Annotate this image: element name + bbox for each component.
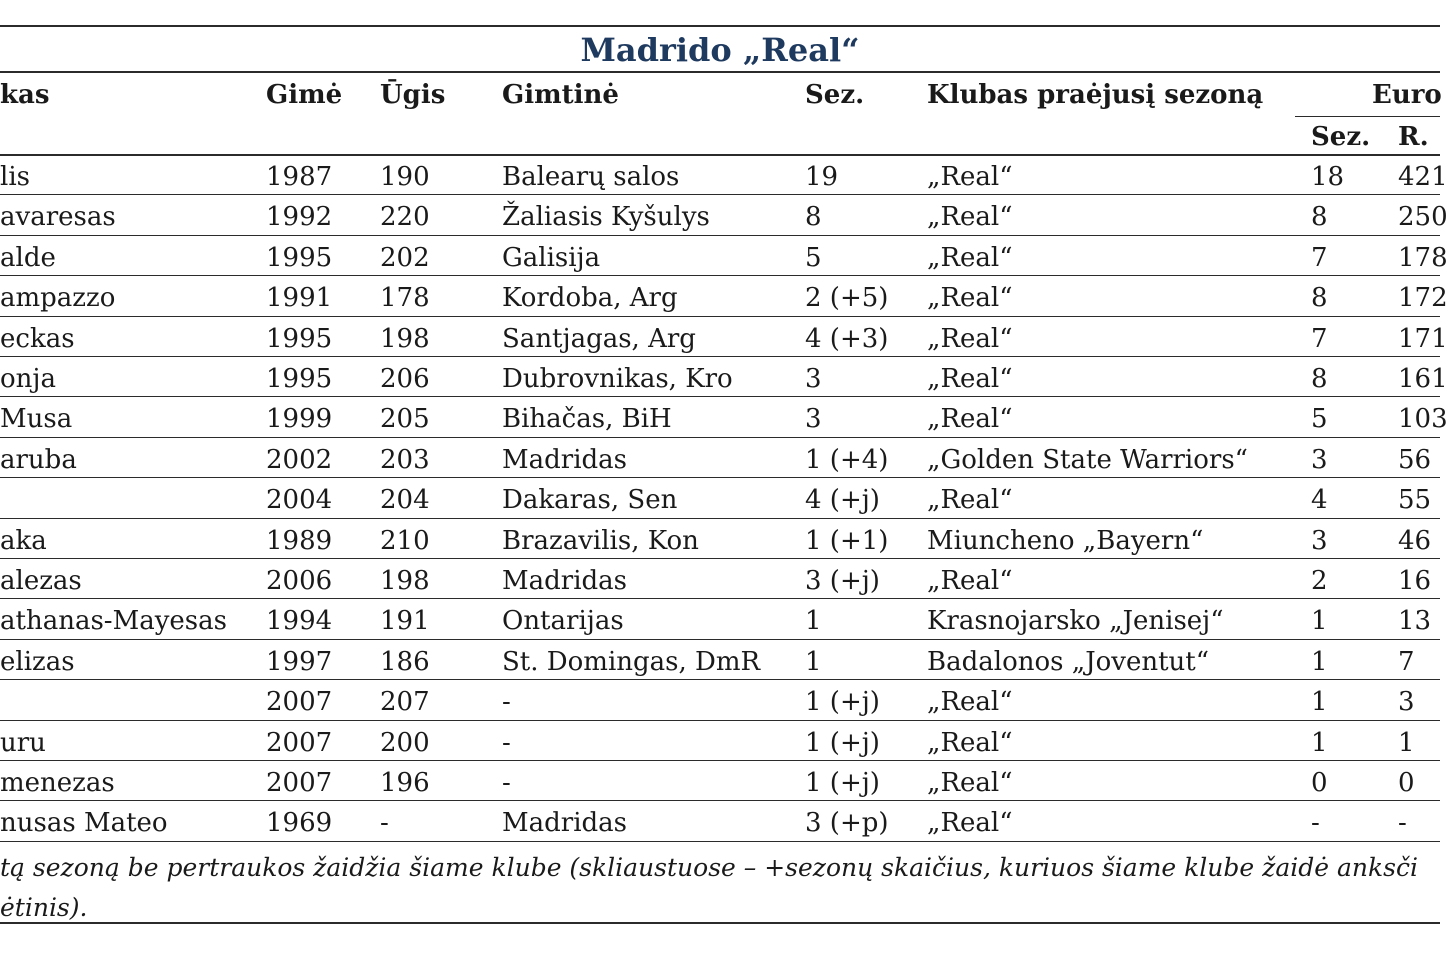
cell-seasons: 1 (+j) [805,687,880,717]
cell-born: 1987 [266,162,333,192]
cell-euro-seasons: 8 [1311,283,1328,313]
cell-euro-seasons: 5 [1311,404,1328,434]
cell-born: 1994 [266,606,333,636]
footnote-line-2: ėtinis). [0,893,88,922]
footnote-line-1: tą sezoną be pertraukos žaidžia šiame klube (skliaustuose – +sezonų skaičius, kuriuos šiame klube žaidė anksči [0,853,1418,882]
cell-hometown: Madridas [502,808,627,838]
cell-hometown: - [502,768,511,798]
cell-height: 190 [380,162,430,192]
cell-hometown: Madridas [502,566,627,596]
cell-euro-games: 171 [1398,324,1448,354]
header-player: kas [0,80,50,110]
table-title: Madrido „Real“ [580,31,860,69]
cell-euro-games: 250 [1398,202,1448,232]
cell-height: 178 [380,283,430,313]
cell-seasons: 4 (+j) [805,485,880,515]
cell-euro-games: 178 [1398,243,1448,273]
cell-euro-seasons: 7 [1311,324,1328,354]
cell-seasons: 3 (+p) [805,808,889,838]
header-prev-club: Klubas praėjusį sezoną [927,80,1264,110]
row-divider [0,518,1440,519]
cell-seasons: 1 (+j) [805,728,880,758]
table-bottom-border [0,922,1440,924]
cell-prev-club: „Real“ [927,808,1013,838]
cell-euro-games: 55 [1398,485,1432,515]
cell-player: ampazzo [0,283,116,313]
cell-born: 1995 [266,364,333,394]
cell-born: 2004 [266,485,333,515]
cell-height: 198 [380,324,430,354]
row-divider [0,194,1440,195]
cell-prev-club: „Real“ [927,768,1013,798]
cell-prev-club: „Real“ [927,687,1013,717]
row-divider [0,639,1440,640]
cell-seasons: 3 [805,404,822,434]
cell-height: - [380,808,389,838]
header-born: Gimė [266,80,343,110]
header-hometown: Gimtinė [502,80,619,110]
header-euro-games: R. [1398,122,1429,152]
row-divider [0,437,1440,438]
cell-euro-games: 161 [1398,364,1448,394]
table-top-border [0,25,1440,27]
cell-euro-seasons: 7 [1311,243,1328,273]
cell-euro-seasons: 1 [1311,728,1328,758]
cell-height: 210 [380,526,430,556]
row-divider [0,679,1440,680]
cell-height: 191 [380,606,430,636]
cell-player: aka [0,526,47,556]
cell-euro-seasons: 4 [1311,485,1328,515]
cell-hometown: Balearų salos [502,162,680,192]
cell-euro-games: 7 [1398,647,1415,677]
cell-born: 1999 [266,404,333,434]
cell-height: 200 [380,728,430,758]
cell-player: alezas [0,566,82,596]
cell-euro-games: 56 [1398,445,1432,475]
cell-seasons: 3 [805,364,822,394]
cell-prev-club: „Real“ [927,283,1013,313]
cell-euro-seasons: 8 [1311,364,1328,394]
cell-seasons: 5 [805,243,822,273]
row-divider [0,841,1440,842]
cell-height: 202 [380,243,430,273]
cell-height: 203 [380,445,430,475]
header-euro-seasons: Sez. [1311,122,1371,152]
cell-prev-club: „Real“ [927,404,1013,434]
cell-seasons: 2 (+5) [805,283,889,313]
cell-prev-club: „Real“ [927,364,1013,394]
cell-height: 220 [380,202,430,232]
cell-euro-seasons: 1 [1311,647,1328,677]
cell-height: 196 [380,768,430,798]
cell-player: athanas-Mayesas [0,606,227,636]
cell-hometown: Madridas [502,445,627,475]
cell-prev-club: „Real“ [927,485,1013,515]
cell-hometown: Bihačas, BiH [502,404,672,434]
row-divider [0,396,1440,397]
cell-euro-seasons: 8 [1311,202,1328,232]
cell-euro-games: 1 [1398,728,1415,758]
cell-hometown: Santjagas, Arg [502,324,696,354]
row-divider [0,235,1440,236]
title-divider [0,71,1440,73]
cell-born: 1995 [266,324,333,354]
cell-seasons: 19 [805,162,839,192]
cell-seasons: 1 (+4) [805,445,889,475]
cell-prev-club: „Real“ [927,202,1013,232]
cell-euro-games: - [1398,808,1407,838]
cell-euro-games: 0 [1398,768,1415,798]
cell-prev-club: Miuncheno „Bayern“ [927,526,1204,556]
cell-born: 2007 [266,768,333,798]
cell-hometown: - [502,728,511,758]
cell-seasons: 4 (+3) [805,324,889,354]
cell-prev-club: „Real“ [927,162,1013,192]
row-divider [0,800,1440,801]
cell-born: 2007 [266,687,333,717]
cell-player: avaresas [0,202,116,232]
cell-player: Musa [0,404,73,434]
header-height: Ūgis [380,80,446,110]
row-divider [0,720,1440,721]
cell-prev-club: Badalonos „Joventut“ [927,647,1210,677]
cell-euro-seasons: 18 [1311,162,1345,192]
cell-player: aruba [0,445,77,475]
cell-euro-seasons: 2 [1311,566,1328,596]
cell-hometown: Kordoba, Arg [502,283,678,313]
cell-player: nusas Mateo [0,808,168,838]
cell-prev-club: „Golden State Warriors“ [927,445,1248,475]
cell-euro-seasons: 1 [1311,687,1328,717]
cell-euro-seasons: 0 [1311,768,1328,798]
cell-euro-games: 46 [1398,526,1432,556]
cell-euro-seasons: 3 [1311,526,1328,556]
cell-euro-games: 3 [1398,687,1415,717]
cell-born: 2007 [266,728,333,758]
cell-hometown: Žaliasis Kyšulys [502,202,710,232]
row-divider [0,275,1440,276]
cell-prev-club: „Real“ [927,324,1013,354]
cell-euro-seasons: 3 [1311,445,1328,475]
cell-height: 204 [380,485,430,515]
row-divider [0,598,1440,599]
row-divider [0,477,1440,478]
cell-born: 2006 [266,566,333,596]
cell-player: eckas [0,324,75,354]
cell-seasons: 1 (+1) [805,526,889,556]
cell-hometown: Dubrovnikas, Kro [502,364,733,394]
cell-seasons: 3 (+j) [805,566,880,596]
cell-player: elizas [0,647,75,677]
cell-seasons: 8 [805,202,822,232]
cell-player: alde [0,243,56,273]
cell-prev-club: „Real“ [927,728,1013,758]
cell-hometown: - [502,687,511,717]
cell-seasons: 1 (+j) [805,768,880,798]
cell-prev-club: Krasnojarsko „Jenisej“ [927,606,1224,636]
row-divider [0,356,1440,357]
cell-player: menezas [0,768,115,798]
cell-player: onja [0,364,56,394]
cell-born: 1992 [266,202,333,232]
cell-seasons: 1 [805,606,822,636]
cell-euro-games: 421 [1398,162,1448,192]
cell-seasons: 1 [805,647,822,677]
cell-born: 1997 [266,647,333,677]
cell-height: 206 [380,364,430,394]
cell-born: 2002 [266,445,333,475]
cell-euro-games: 103 [1398,404,1448,434]
cell-player: uru [0,728,46,758]
cell-hometown: Brazavilis, Kon [502,526,699,556]
cell-born: 1995 [266,243,333,273]
cell-height: 207 [380,687,430,717]
cell-prev-club: „Real“ [927,243,1013,273]
row-divider [0,760,1440,761]
header-bottom-border [0,154,1440,156]
cell-hometown: Dakaras, Sen [502,485,678,515]
cell-height: 186 [380,647,430,677]
cell-height: 198 [380,566,430,596]
cell-born: 1991 [266,283,333,313]
row-divider [0,316,1440,317]
cell-height: 205 [380,404,430,434]
cell-euro-seasons: 1 [1311,606,1328,636]
header-seasons: Sez. [805,80,865,110]
cell-euro-games: 172 [1398,283,1448,313]
cell-prev-club: „Real“ [927,566,1013,596]
row-divider [0,558,1440,559]
cell-born: 1989 [266,526,333,556]
cell-euro-games: 16 [1398,566,1432,596]
cell-euro-seasons: - [1311,808,1320,838]
cell-hometown: St. Domingas, DmR [502,647,761,677]
cell-hometown: Galisija [502,243,601,273]
cell-euro-games: 13 [1398,606,1432,636]
cell-player: lis [0,162,30,192]
cell-born: 1969 [266,808,333,838]
cell-hometown: Ontarijas [502,606,624,636]
header-euro: Euro [1372,80,1442,110]
